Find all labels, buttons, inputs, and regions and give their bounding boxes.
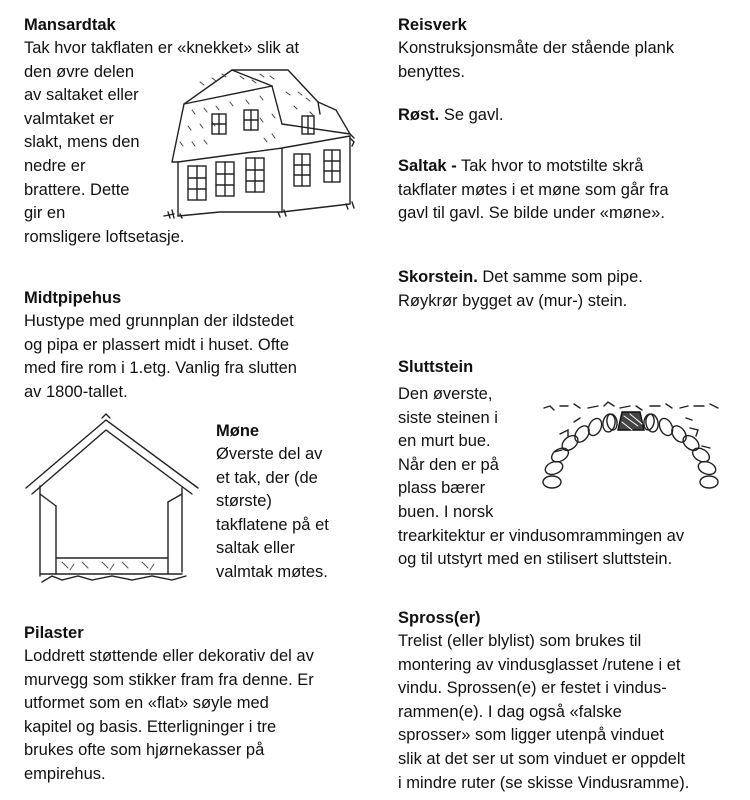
- entry-title: Saltak -: [398, 157, 457, 175]
- entry-rost: [398, 104, 503, 128]
- entry-line: gavl til gavl. Se bilde under «møne».: [398, 204, 665, 223]
- entry-line: utformet som en «flat» søyle med: [24, 694, 269, 713]
- entry-line: Tak hvor takflaten er «knekket» slik at: [24, 39, 300, 57]
- entry-midtpipehus: [24, 286, 297, 404]
- entry-line: nedre er: [24, 156, 86, 175]
- entry-line: murvegg som stikker fram fra denne. Er: [24, 670, 314, 689]
- entry-line: med fire rom i 1.etg. Vanlig fra slutten: [24, 359, 297, 378]
- entry-line: montering av vindusglasset /rutene i et: [398, 655, 681, 674]
- entry-skorstein: [398, 266, 643, 313]
- entry-line: sprosser» som ligger utenpå vinduet: [398, 726, 664, 745]
- entry-line: plass bærer: [398, 479, 486, 498]
- entry-line: takflater møtes i et møne som går fra: [398, 180, 669, 199]
- entry-line: største): [216, 492, 272, 511]
- entry-line: en murt bue.: [398, 432, 491, 451]
- mansard-house-drawing: [160, 62, 360, 222]
- entry-line: gir en: [24, 204, 66, 223]
- entry-line: av saltaket eller: [24, 86, 139, 105]
- entry-line: Den øverste,: [398, 385, 493, 403]
- entry-text: Tak hvor to motstilte skrå: [456, 157, 644, 175]
- entry-line: den øvre delen: [24, 62, 135, 81]
- entry-line: i mindre ruter (se skisse Vindusramme).: [398, 773, 690, 792]
- entry-line: og pipa er plassert midt i huset. Ofte: [24, 335, 290, 354]
- gable-roof-drawing: [22, 412, 212, 592]
- entry-line: takflatene på et: [216, 515, 329, 534]
- entry-title: Skorstein.: [398, 268, 478, 286]
- entry-line: romsligere loftsetasje.: [24, 227, 185, 246]
- entry-line: [398, 266, 643, 290]
- entry-line: av 1800-tallet.: [24, 382, 128, 401]
- entry-title: Mansardtak: [24, 16, 116, 34]
- entry-title: Reisverk: [398, 16, 467, 34]
- entry-title: Røst.: [398, 106, 440, 124]
- entry-line: Røykrør bygget av (mur-) stein.: [398, 291, 628, 310]
- entry-saltak: [398, 155, 669, 226]
- entry-line: slik at det ser ut som vinduet er oppdelt: [398, 749, 686, 768]
- entry-reisverk: [398, 13, 674, 84]
- entry-title: Sluttstein: [398, 358, 474, 376]
- entry-line: kapitel og basis. Etterligninger i tre: [24, 717, 277, 736]
- entry-title: Møne: [216, 422, 260, 440]
- entry-line: rammen(e). I dag også «falske: [398, 702, 622, 721]
- entry-text: Det samme som pipe.: [477, 268, 643, 286]
- entry-line: Trelist (eller blylist) som brukes til: [398, 632, 642, 650]
- entry-line: valmtaket er: [24, 109, 114, 128]
- entry-line: brukes ofte som hjørnekasser på: [24, 741, 265, 760]
- entry-line: Når den er på: [398, 455, 499, 474]
- entry-line: Hustype med grunnplan der ildstedet: [24, 312, 294, 330]
- entry-line: buen. I norsk: [398, 502, 494, 521]
- entry-line: empirehus.: [24, 764, 106, 783]
- entry-text: Se gavl.: [439, 106, 504, 124]
- entry-line: og til utstyrt med en stilisert sluttstein.: [398, 550, 673, 569]
- entry-line: [398, 155, 669, 179]
- entry-line: [398, 104, 503, 128]
- entry-line: Loddrett støttende eller dekorativ del av: [24, 647, 314, 665]
- entry-line: trearkitektur er vindusomrammingen av: [398, 526, 685, 545]
- entry-line: valmtak møtes.: [216, 562, 328, 581]
- entry-spross: [398, 606, 689, 795]
- entry-line: siste steinen i: [398, 408, 498, 427]
- stone-arch-drawing: [540, 396, 730, 502]
- entry-line: brattere. Dette: [24, 180, 130, 199]
- entry-title: Pilaster: [24, 624, 84, 642]
- entry-line: saltak eller: [216, 539, 295, 558]
- entry-line: Øverste del av: [216, 445, 323, 463]
- entry-pilaster: [24, 621, 314, 787]
- entry-line: slakt, mens den: [24, 133, 140, 152]
- entry-line: vindu. Sprossen(e) er festet i vindus-: [398, 679, 667, 698]
- entry-line: et tak, der (de: [216, 468, 318, 487]
- entry-title: Spross(er): [398, 609, 481, 627]
- entry-mone: [216, 419, 329, 585]
- entry-line: benyttes.: [398, 62, 465, 81]
- entry-title: Midtpipehus: [24, 289, 122, 307]
- entry-line: Konstruksjonsmåte der stående plank: [398, 39, 675, 57]
